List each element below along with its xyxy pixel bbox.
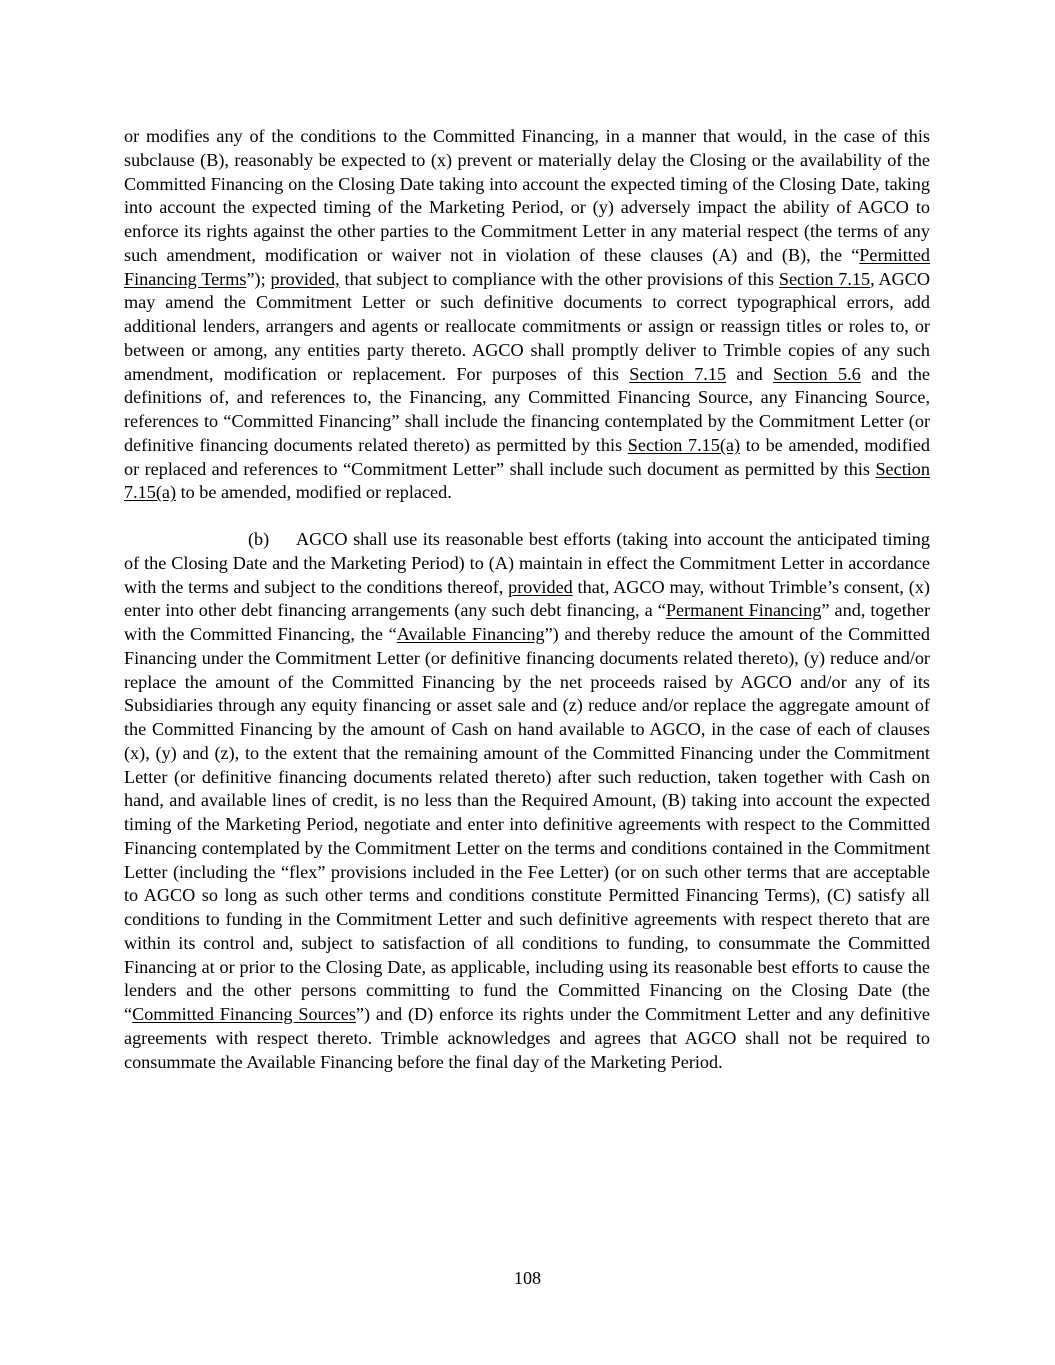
paragraph-text: to be amended, modified or replaced. <box>176 482 452 503</box>
clause-label: (b) <box>248 529 270 549</box>
section-reference: Section 7.15 <box>629 363 727 384</box>
document-page <box>124 125 930 1074</box>
paragraph-continuation <box>124 125 930 505</box>
paragraph-text: ”) and (D) enforce its rights under the Commitment Letter and any definitive agreements with respect thereto. Trimble acknowledges and agrees that AGCO shall not be required to consummate the Available Financing before the final day of the Marketing Period. <box>124 1004 930 1072</box>
defined-term-provided: provided <box>508 576 573 597</box>
paragraph-text: to be amended, modified or replaced and references to “Commitment Letter” shall include such document as permitted by this <box>124 434 930 479</box>
paragraph-text: , AGCO may amend the Commitment Letter or such definitive documents to correct typographical errors, add additional lenders, arrangers and agents or reallocate commitments or assign or reassign titles or roles to, or between or among, any entities party thereto. AGCO shall promptly deliver to Trimble copies of any such amendment, modification or replacement. For purposes of this <box>124 268 931 384</box>
paragraph-text: or modifies any of the conditions to the Committed Financing, in a manner that would, in the case of this subclause (B), reasonably be expected to (x) prevent or materially delay the Closing or the availability of the Committed Financing on the Closing Date taking into account the expected timing of the Closing Date, taking into account the expected timing of the Marketing Period, or (y) adversely impact the ability of AGCO to enforce its rights against the other parties to the Commitment Letter in any material respect (the terms of any such amendment, modification or waiver not in violation of these clauses (A) and (B), the “ <box>124 126 930 265</box>
paragraph-text: that, AGCO may, without Trimble’s consent, (x) enter into other debt financing arrangements (any such debt financing, a “ <box>124 576 930 621</box>
defined-term-permanent-financing: Permanent Financing <box>665 600 822 621</box>
paragraph-text: that subject to compliance with the other provisions of this <box>339 268 779 289</box>
section-reference: Section 5.6 <box>773 363 861 384</box>
paragraph-text: ” and, together with the Committed Financing, the “ <box>124 600 931 644</box>
section-reference: Section 7.15(a) <box>124 458 930 503</box>
paragraph-text: and <box>726 363 774 384</box>
defined-term-committed-financing-sources: Committed Financing Sources <box>132 1004 356 1024</box>
paragraph-b <box>124 528 930 1074</box>
page-number: 108 <box>513 1268 542 1288</box>
paragraph-text: ”) and thereby reduce the amount of the Committed Financing under the Commitment Letter (or definitive financing documents related thereto), (y) reduce and/or replace the amount of the Committed Financing by the net proceeds raised by AGCO and/or any of its Subsidiaries through any equity financing or asset sale and (z) reduce and/or replace the aggregate amount of the Committed Financing by the amount of Cash on hand available to AGCO, in the case of each of clauses (x), (y) and (z), to the extent that the remaining amount of the Committed Financing under the Commitment Letter (or definitive financing documents related thereto) after such reduction, taken together with Cash on hand, and available lines of credit, is no less than the Required Amount, (B) taking into account the expected timing of the Marketing Period, negotiate and enter into definitive agreements with respect to the Committed Financing contemplated by the Commitment Letter on the terms and conditions contained in the Commitment Letter (including the “flex” provisions included in the Fee Letter) (or on such other terms that are acceptable to AGCO so long as such other terms and conditions constitute Permitted Financing Terms), (C) satisfy all conditions to funding in the Commitment Letter and such definitive agreements with respect thereto that are within its control and, subject to satisfaction of all conditions to funding, to consummate the Committed Financing at or prior to the Closing Date, as applicable, including using its reasonable best efforts to cause the lenders and the other persons committing to fund the Committed Financing on the Closing Date (the “ <box>124 624 930 1024</box>
section-reference: Section 7.15(a) <box>627 434 741 455</box>
paragraph-text: AGCO shall use its reasonable best efforts (taking into account the anticipated timing of the Closing Date and the Marketing Period) to (A) maintain in effect the Commitment Letter in accordance with the terms and subject to the conditions thereof, <box>124 529 930 597</box>
section-reference: Section 7.15 <box>778 268 871 289</box>
defined-term-permitted-financing-terms: Permitted Financing Terms <box>124 244 930 289</box>
defined-term-available-financing: Available Financing <box>396 624 545 644</box>
paragraph-text: ”); <box>246 268 271 289</box>
paragraph-text: and the definitions of, and references to, the Financing, any Committed Financing Source, any Financing Source, references to “Committed Financing” shall include the financing contemplated by the Commitment Letter (or definitive financing documents related thereto) as permitted by this <box>124 363 930 455</box>
defined-term-provided: provided, <box>270 268 340 289</box>
